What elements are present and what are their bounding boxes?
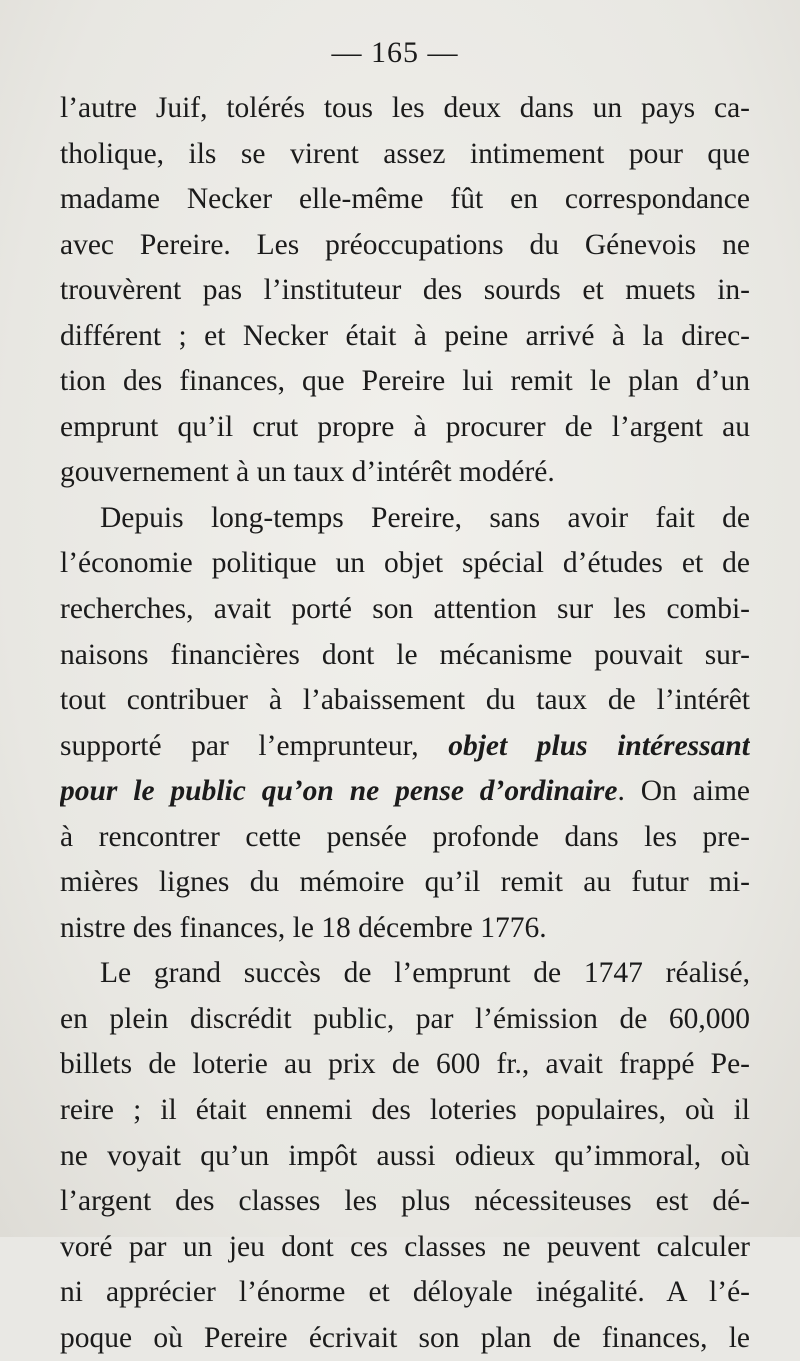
text-line bbox=[60, 633, 750, 679]
emphasized-text: pour le public qu’on ne pense d’ordinaire bbox=[60, 775, 618, 808]
text-line-content: l’économie politique un objet spécial d’études et de bbox=[60, 547, 750, 580]
text-line bbox=[60, 541, 750, 587]
body-text bbox=[60, 86, 750, 1361]
text-line bbox=[60, 860, 750, 906]
text-line bbox=[60, 997, 750, 1043]
text-line bbox=[60, 86, 750, 132]
text-line-content: supporté par l’emprunteur, bbox=[60, 729, 449, 762]
text-line-content: . On aime bbox=[617, 775, 750, 808]
text-line-content: l’argent des classes les plus nécessiteuses est dé- bbox=[60, 1185, 750, 1218]
page-number: — 165 — bbox=[331, 36, 459, 69]
text-line-content: tholique, ils se virent assez intimement pour que bbox=[60, 137, 750, 170]
emphasized-text: objet plus intéressant bbox=[448, 729, 750, 762]
text-line-content: naisons financières dont le mécanisme pouvait sur- bbox=[60, 638, 750, 671]
text-line-content: trouvèrent pas l’instituteur des sourds et muets in- bbox=[60, 274, 750, 307]
text-line bbox=[60, 268, 750, 314]
text-line bbox=[60, 314, 750, 360]
text-line-content: recherches, avait porté son attention sur les combi- bbox=[60, 593, 750, 626]
text-line-content: gouvernement à un taux d’intérêt modéré. bbox=[60, 456, 555, 489]
text-line bbox=[60, 132, 750, 178]
text-line bbox=[60, 587, 750, 633]
text-line bbox=[60, 1042, 750, 1088]
text-line bbox=[60, 724, 750, 770]
text-line-content: en plein discrédit public, par l’émission de 60,000 bbox=[60, 1002, 750, 1035]
text-line-content: avec Pereire. Les préoccupations du Génevois ne bbox=[60, 228, 750, 261]
text-line bbox=[60, 815, 750, 861]
text-line bbox=[60, 405, 750, 451]
text-line-content: reire ; il était ennemi des loteries populaires, où il bbox=[60, 1094, 750, 1127]
text-line-content: madame Necker elle-même fût en correspondance bbox=[60, 183, 750, 216]
text-line bbox=[60, 359, 750, 405]
text-line-content: ne voyait qu’un impôt aussi odieux qu’immoral, où bbox=[60, 1139, 750, 1172]
text-line-content: différent ; et Necker était à peine arrivé à la direc- bbox=[60, 319, 750, 352]
text-line bbox=[60, 1088, 750, 1134]
text-line bbox=[60, 906, 750, 952]
text-line bbox=[60, 496, 750, 542]
text-line-content: Depuis long-temps Pereire, sans avoir fait de bbox=[100, 501, 750, 534]
text-line-content: tout contribuer à l’abaissement du taux de l’intérêt bbox=[60, 684, 750, 717]
text-line-content: nistre des finances, le 18 décembre 1776. bbox=[60, 911, 547, 944]
text-line bbox=[60, 678, 750, 724]
text-line bbox=[60, 177, 750, 223]
text-line-content: emprunt qu’il crut propre à procurer de l’argent au bbox=[60, 410, 750, 443]
text-line bbox=[60, 951, 750, 997]
text-line-content: l’autre Juif, tolérés tous les deux dans un pays ca- bbox=[60, 92, 750, 124]
text-line-content: Le grand succès de l’emprunt de 1747 réalisé, bbox=[100, 957, 750, 990]
text-line bbox=[60, 223, 750, 269]
text-line-content: voré par un jeu dont ces classes ne peuvent calculer bbox=[60, 1230, 750, 1263]
text-line-content: poque où Pereire écrivait son plan de finances, le bbox=[60, 1321, 750, 1354]
text-line bbox=[60, 1179, 750, 1225]
text-line-content: tion des finances, que Pereire lui remit le plan d’un bbox=[60, 365, 750, 398]
text-line bbox=[60, 769, 750, 815]
text-line bbox=[60, 1134, 750, 1180]
text-line-content: mières lignes du mémoire qu’il remit au futur mi- bbox=[60, 866, 750, 899]
text-line-content: ni apprécier l’énorme et déloyale inégalité. A l’é- bbox=[60, 1276, 750, 1309]
text-line bbox=[60, 450, 750, 496]
text-line bbox=[60, 1225, 750, 1271]
text-line bbox=[60, 1270, 750, 1316]
text-line-content: billets de loterie au prix de 600 fr., avait frappé Pe- bbox=[60, 1048, 750, 1081]
text-line bbox=[60, 1316, 750, 1361]
text-line-content: à rencontrer cette pensée profonde dans les pre- bbox=[60, 820, 750, 853]
